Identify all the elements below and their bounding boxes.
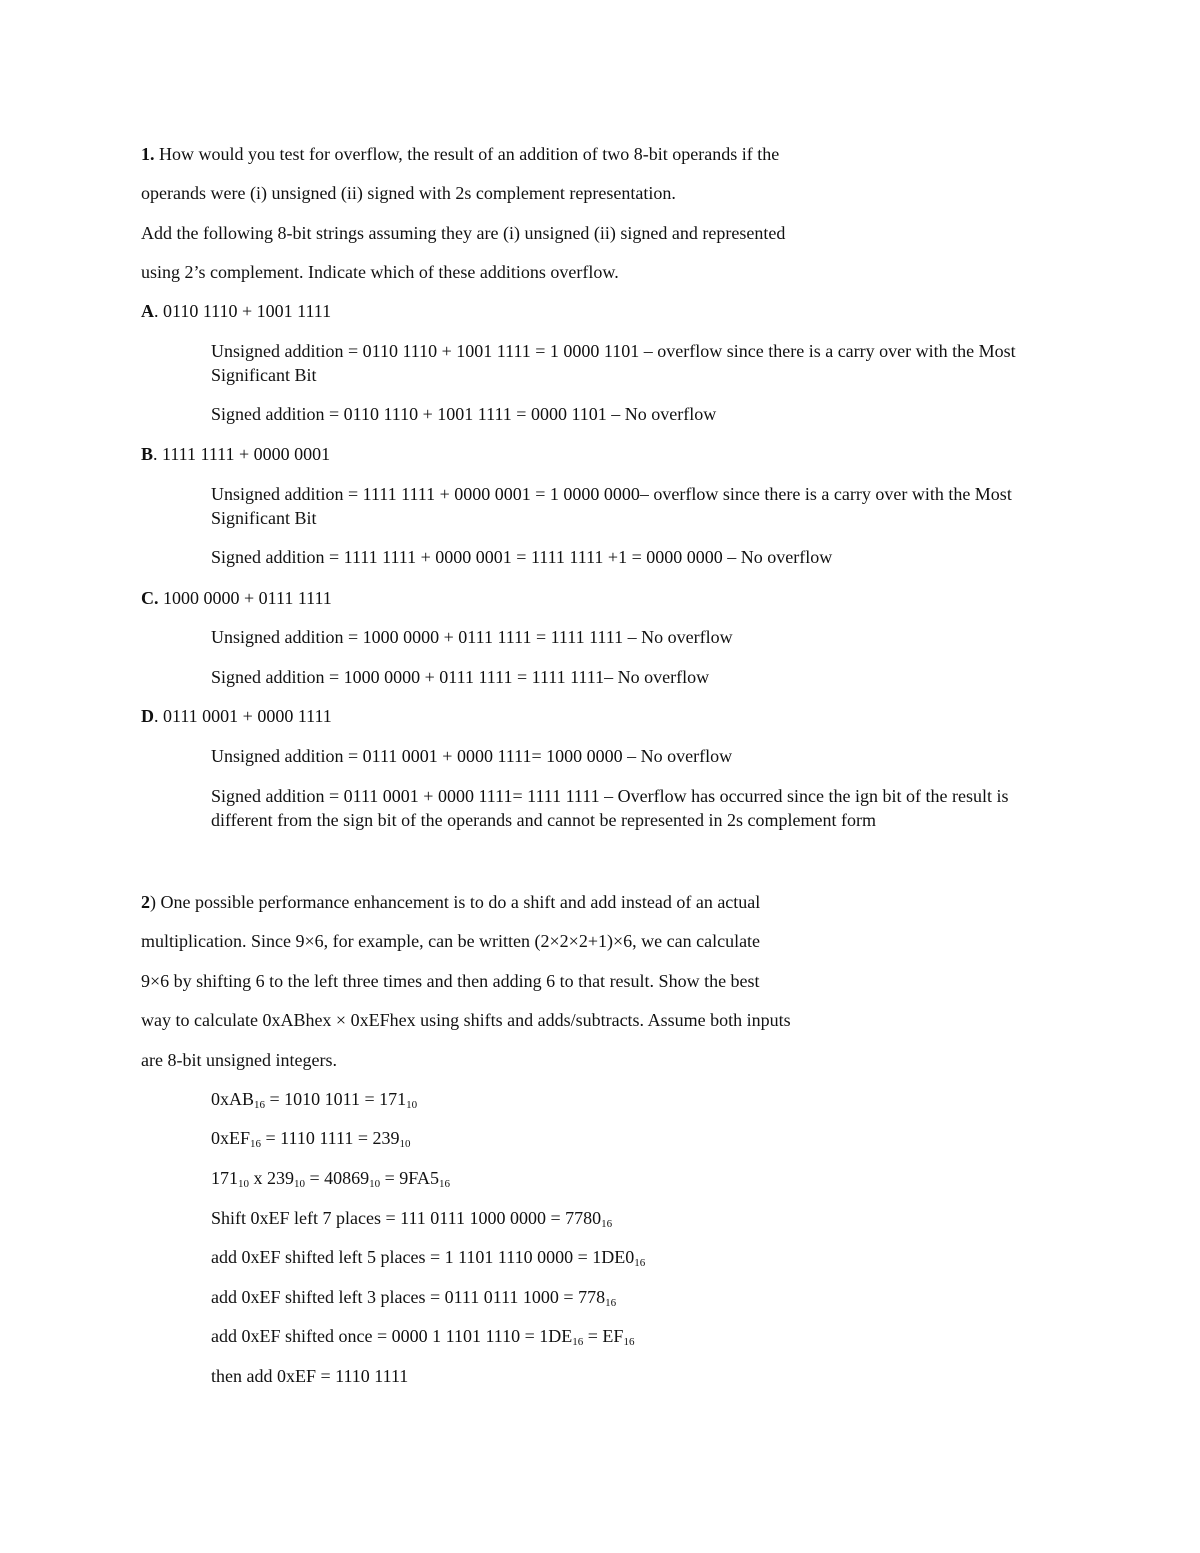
work-6-a: add 0xEF shifted left 3 places = 0111 0111 1000 = 778 [211, 1287, 606, 1307]
work-7-b: = EF [583, 1326, 624, 1346]
work-3-sub-1: 10 [238, 1178, 249, 1190]
part-b-expr: . 1111 1111 + 0000 0001 [153, 444, 331, 464]
work-line-1 [211, 1088, 417, 1110]
work-2-sub-2: 10 [399, 1138, 411, 1150]
work-1-b: = 1010 1011 = 171 [265, 1089, 407, 1109]
work-line-5 [211, 1246, 645, 1268]
work-3-c: = 40869 [305, 1168, 370, 1188]
part-c-heading [141, 587, 332, 609]
work-2-b: = 1110 1111 = 239 [261, 1128, 400, 1148]
part-a-unsigned: Unsigned addition = 0110 1110 + 1001 1111 = 1 0000 1101 – overflow since there is a carry over with the Most Significant Bit [211, 341, 1016, 385]
work-7-sub: 16 [572, 1336, 584, 1348]
work-line-4 [211, 1207, 612, 1229]
part-c-expr: 1000 0000 + 0111 1111 [158, 588, 332, 608]
part-d-unsigned: Unsigned addition = 0111 0001 + 0000 1111= 1000 0000 – No overflow [211, 746, 733, 766]
q2-line-5: are 8-bit unsigned integers. [141, 1050, 337, 1070]
work-3-sub-4: 16 [438, 1178, 450, 1190]
q1-line-1 [141, 143, 779, 165]
part-c-unsigned: Unsigned addition = 1000 0000 + 0111 1111 = 1111 1111 – No overflow [211, 627, 733, 647]
q1-line-4: using 2’s complement. Indicate which of these additions overflow. [141, 262, 619, 282]
work-1-sub-2: 10 [406, 1099, 418, 1111]
work-line-2 [211, 1127, 410, 1149]
work-4-sub: 16 [601, 1218, 613, 1230]
q1-line-2: operands were (i) unsigned (ii) signed with 2s complement representation. [141, 183, 676, 203]
work-3-b: x 239 [249, 1168, 294, 1188]
work-2-a: 0xEF [211, 1128, 251, 1148]
part-b-letter: B [141, 444, 154, 464]
q2-line-3: 9×6 by shifting 6 to the left three times and then adding 6 to that result. Show the best [141, 971, 760, 991]
q2-text-1: ) One possible performance enhancement is to do a shift and add instead of an actual [150, 892, 761, 912]
q2-line-1 [141, 891, 760, 913]
q2-line-2: multiplication. Since 9×6, for example, can be written (2×2×2+1)×6, we can calculate [141, 931, 761, 951]
q2-line-4: way to calculate 0xABhex × 0xEFhex using shifts and adds/subtracts. Assume both inputs [141, 1010, 791, 1030]
work-5-a: add 0xEF shifted left 5 places = 1 1101 1110 0000 = 1DE0 [211, 1247, 635, 1267]
work-5-sub: 16 [634, 1257, 646, 1269]
part-a-heading [141, 300, 331, 322]
part-b-signed: Signed addition = 1111 1111 + 0000 0001 = 1111 1111 +1 = 0000 0000 – No overflow [211, 547, 833, 567]
q1-line-3: Add the following 8-bit strings assuming they are (i) unsigned (ii) signed and represented [141, 223, 786, 243]
work-6-sub: 16 [605, 1297, 617, 1309]
part-a-signed: Signed addition = 0110 1110 + 1001 1111 = 0000 1101 – No overflow [211, 404, 717, 424]
work-3-d: = 9FA5 [380, 1168, 439, 1188]
part-d-heading [141, 705, 332, 727]
work-3-sub-3: 10 [369, 1178, 381, 1190]
work-1-sub: 16 [254, 1099, 266, 1111]
work-4-a: Shift 0xEF left 7 places = 111 0111 1000 0000 = 7780 [211, 1208, 602, 1228]
work-line-3 [211, 1167, 450, 1189]
q2-number: 2 [141, 892, 150, 912]
part-c-letter: C. [141, 588, 159, 608]
q1-number: 1. [141, 144, 155, 164]
part-b-unsigned: Unsigned addition = 1111 1111 + 0000 0001 = 1 0000 0000– overflow since there is a carry over with the Most Significant Bit [211, 484, 1012, 528]
q1-text-1: How would you test for overflow, the result of an addition of two 8-bit operands if the [154, 144, 780, 164]
part-d-signed: Signed addition = 0111 0001 + 0000 1111= 1111 1111 – Overflow has occurred since the ign bit of the result is different from the sign bit of the operands and cannot be represented in 2s complement form [211, 786, 1009, 830]
work-line-8: then add 0xEF = 1110 1111 [211, 1366, 409, 1386]
work-3-a: 171 [211, 1168, 238, 1188]
part-d-expr: . 0111 0001 + 0000 1111 [154, 706, 332, 726]
work-7-a: add 0xEF shifted once = 0000 1 1101 1110 = 1DE [211, 1326, 573, 1346]
part-a-letter: A [141, 301, 154, 321]
work-3-sub-2: 10 [294, 1178, 305, 1190]
work-7-sub-2: 16 [623, 1336, 635, 1348]
part-b-heading [141, 443, 330, 465]
work-line-7 [211, 1325, 634, 1347]
part-c-signed: Signed addition = 1000 0000 + 0111 1111 = 1111 1111– No overflow [211, 667, 710, 687]
part-a-expr: . 0110 1110 + 1001 1111 [154, 301, 332, 321]
work-2-sub: 16 [250, 1138, 262, 1150]
part-d-letter: D [141, 706, 154, 726]
work-line-6 [211, 1286, 616, 1308]
work-1-a: 0xAB [211, 1089, 255, 1109]
